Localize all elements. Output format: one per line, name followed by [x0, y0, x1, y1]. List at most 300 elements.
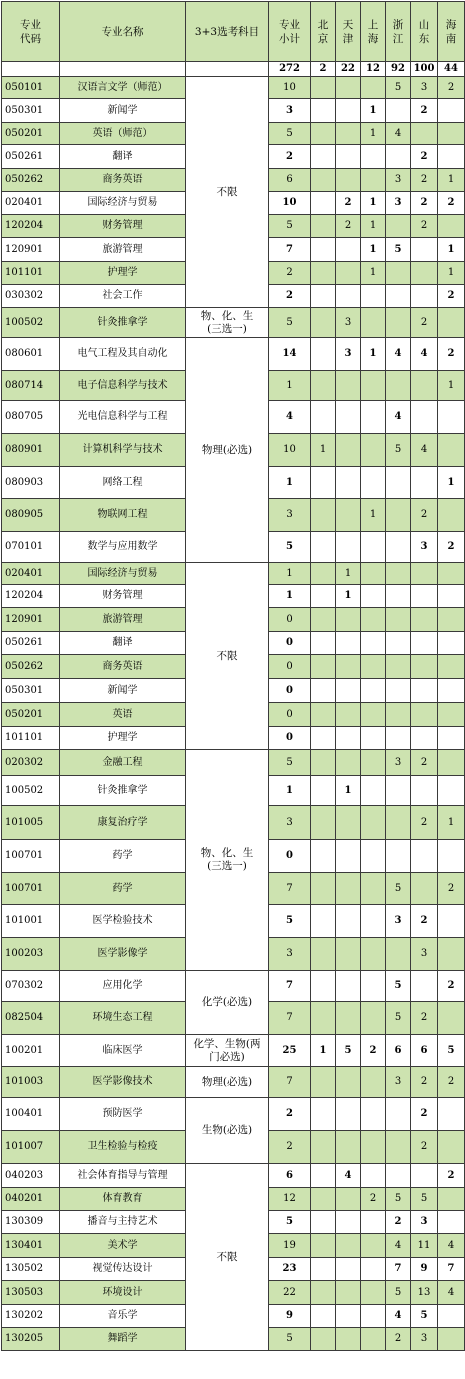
major-name: 医学检验技术 [60, 905, 186, 938]
quota-shandong [411, 703, 438, 727]
quota-beijing [311, 1281, 336, 1305]
quota-beijing [311, 308, 336, 338]
quota-tianjin [336, 1098, 361, 1131]
quota-zhejiang: 3 [386, 169, 411, 192]
quota-hainan [438, 215, 465, 238]
quota-beijing [311, 1305, 336, 1328]
major-code: 080714 [2, 371, 60, 401]
major-name: 预防医学 [60, 1098, 186, 1131]
quota-shandong: 4 [411, 434, 438, 467]
quota-hainan: 2 [438, 971, 465, 1002]
quota-hainan [438, 145, 465, 169]
major-total: 12 [269, 1188, 311, 1211]
header-row [2, 2, 465, 62]
quota-hainan: 5 [438, 1035, 465, 1067]
quota-shandong: 5 [411, 1188, 438, 1211]
major-name: 财务管理 [60, 215, 186, 238]
quota-beijing [311, 905, 336, 938]
quota-zhejiang [386, 1131, 411, 1164]
quota-shanghai [361, 1131, 386, 1164]
quota-tianjin [336, 1067, 361, 1098]
totals-blank [186, 62, 269, 77]
major-name: 药学 [60, 873, 186, 905]
quota-zhejiang: 4 [386, 1305, 411, 1328]
quota-shandong [411, 840, 438, 873]
quota-shanghai [361, 1258, 386, 1281]
quota-shanghai: 1 [361, 338, 386, 371]
quota-beijing [311, 585, 336, 608]
quota-hainan: 1 [438, 806, 465, 840]
major-code: 100201 [2, 1035, 60, 1067]
major-name: 新闻学 [60, 99, 186, 123]
major-total: 23 [269, 1258, 311, 1281]
quota-hainan: 2 [438, 873, 465, 905]
quota-hainan: 1 [438, 262, 465, 285]
quota-tianjin [336, 938, 361, 971]
quota-zhejiang: 5 [386, 1002, 411, 1035]
quota-tianjin [336, 608, 361, 632]
major-code: 040203 [2, 1164, 60, 1188]
quota-tianjin [336, 467, 361, 499]
major-name: 翻译 [60, 632, 186, 655]
major-code: 130205 [2, 1328, 60, 1351]
quota-zhejiang [386, 938, 411, 971]
major-code: 070101 [2, 532, 60, 563]
quota-hainan [438, 1098, 465, 1131]
major-name: 商务英语 [60, 655, 186, 679]
quota-shanghai [361, 1281, 386, 1305]
quota-zhejiang: 3 [386, 1067, 411, 1098]
major-code: 050261 [2, 145, 60, 169]
quota-tianjin [336, 434, 361, 467]
quota-beijing [311, 1211, 336, 1234]
quota-tianjin [336, 532, 361, 563]
totals-tianjin: 22 [336, 62, 361, 77]
major-code: 020302 [2, 750, 60, 776]
quota-tianjin [336, 727, 361, 750]
quota-beijing [311, 169, 336, 192]
quota-shandong: 11 [411, 1234, 438, 1258]
major-name: 卫生检验与检疫 [60, 1131, 186, 1164]
quota-tianjin [336, 169, 361, 192]
quota-tianjin [336, 703, 361, 727]
quota-beijing [311, 873, 336, 905]
major-code: 100701 [2, 840, 60, 873]
quota-beijing [311, 401, 336, 434]
quota-tianjin [336, 806, 361, 840]
quota-shandong: 5 [411, 1305, 438, 1328]
quota-zhejiang [386, 608, 411, 632]
major-total: 10 [269, 77, 311, 99]
major-code: 101003 [2, 1067, 60, 1098]
quota-zhejiang [386, 499, 411, 532]
major-code: 100502 [2, 776, 60, 806]
major-total: 0 [269, 632, 311, 655]
major-total: 5 [269, 905, 311, 938]
quota-tianjin [336, 750, 361, 776]
table-row [2, 77, 465, 99]
quota-tianjin [336, 145, 361, 169]
quota-shanghai [361, 401, 386, 434]
header-province-hainan: 海 南 [438, 2, 465, 62]
major-name: 新闻学 [60, 679, 186, 703]
quota-hainan [438, 679, 465, 703]
quota-tianjin [336, 1211, 361, 1234]
major-name: 网络工程 [60, 467, 186, 499]
table-row [2, 1098, 465, 1131]
header-province-beijing: 北 京 [311, 2, 336, 62]
quota-tianjin: 2 [336, 192, 361, 215]
quota-tianjin [336, 1328, 361, 1351]
major-total: 6 [269, 169, 311, 192]
header-province-tianjin: 天 津 [336, 2, 361, 62]
quota-shandong: 3 [411, 1211, 438, 1234]
quota-tianjin [336, 1131, 361, 1164]
quota-beijing [311, 806, 336, 840]
quota-beijing [311, 655, 336, 679]
quota-tianjin [336, 238, 361, 262]
quota-shandong [411, 262, 438, 285]
quota-zhejiang: 3 [386, 750, 411, 776]
header-province-shanghai: 上 海 [361, 2, 386, 62]
major-total: 0 [269, 727, 311, 750]
major-code: 050301 [2, 679, 60, 703]
major-name: 旅游管理 [60, 238, 186, 262]
quota-hainan [438, 1188, 465, 1211]
major-code: 120901 [2, 608, 60, 632]
quota-shandong: 2 [411, 750, 438, 776]
quota-hainan: 2 [438, 1067, 465, 1098]
major-total: 2 [269, 145, 311, 169]
quota-zhejiang: 4 [386, 123, 411, 145]
header-subjects: 3+3选考科目 [186, 2, 269, 62]
subject-requirement [186, 1164, 269, 1351]
quota-zhejiang [386, 1098, 411, 1131]
totals-hainan: 44 [438, 62, 465, 77]
quota-zhejiang [386, 308, 411, 338]
quota-hainan [438, 840, 465, 873]
major-code: 100502 [2, 308, 60, 338]
quota-shanghai [361, 806, 386, 840]
table-row [2, 563, 465, 585]
quota-shandong: 3 [411, 1328, 438, 1351]
quota-tianjin [336, 971, 361, 1002]
quota-hainan [438, 632, 465, 655]
quota-shanghai [361, 608, 386, 632]
quota-tianjin: 4 [336, 1164, 361, 1188]
quota-beijing [311, 1067, 336, 1098]
quota-hainan: 2 [438, 532, 465, 563]
quota-tianjin [336, 123, 361, 145]
quota-shandong [411, 1164, 438, 1188]
major-name: 应用化学 [60, 971, 186, 1002]
quota-beijing [311, 262, 336, 285]
quota-tianjin [336, 1188, 361, 1211]
major-code: 100203 [2, 938, 60, 971]
quota-shandong [411, 563, 438, 585]
quota-beijing [311, 215, 336, 238]
quota-beijing [311, 1234, 336, 1258]
quota-zhejiang: 5 [386, 971, 411, 1002]
quota-tianjin [336, 285, 361, 308]
quota-zhejiang: 6 [386, 1035, 411, 1067]
quota-hainan: 4 [438, 1281, 465, 1305]
quota-beijing [311, 338, 336, 371]
quota-shandong: 2 [411, 169, 438, 192]
major-total: 7 [269, 1067, 311, 1098]
quota-hainan [438, 703, 465, 727]
quota-shandong [411, 123, 438, 145]
major-name: 医学影像学 [60, 938, 186, 971]
quota-zhejiang [386, 585, 411, 608]
quota-beijing [311, 238, 336, 262]
major-code: 050301 [2, 99, 60, 123]
quota-tianjin [336, 1234, 361, 1258]
quota-zhejiang [386, 806, 411, 840]
quota-shanghai [361, 371, 386, 401]
quota-zhejiang: 2 [386, 1328, 411, 1351]
quota-hainan [438, 1131, 465, 1164]
quota-tianjin [336, 679, 361, 703]
totals-beijing: 2 [311, 62, 336, 77]
major-name: 财务管理 [60, 585, 186, 608]
quota-beijing [311, 1131, 336, 1164]
major-total: 2 [269, 285, 311, 308]
quota-shanghai [361, 1234, 386, 1258]
totals-shandong: 100 [411, 62, 438, 77]
quota-hainan [438, 563, 465, 585]
quota-beijing [311, 285, 336, 308]
quota-shandong: 2 [411, 308, 438, 338]
major-code: 040201 [2, 1188, 60, 1211]
quota-tianjin [336, 499, 361, 532]
major-code: 130202 [2, 1305, 60, 1328]
quota-zhejiang: 2 [386, 1211, 411, 1234]
quota-zhejiang: 5 [386, 77, 411, 99]
quota-beijing [311, 192, 336, 215]
quota-hainan [438, 608, 465, 632]
quota-shanghai [361, 532, 386, 563]
major-code: 050261 [2, 632, 60, 655]
subject-requirement [186, 77, 269, 308]
quota-shanghai: 1 [361, 99, 386, 123]
major-total: 19 [269, 1234, 311, 1258]
subject-requirement-label: 物、化、生 (三选一) [200, 847, 254, 872]
major-total: 0 [269, 703, 311, 727]
quota-tianjin: 1 [336, 776, 361, 806]
quota-shanghai [361, 563, 386, 585]
quota-shanghai [361, 1098, 386, 1131]
quota-beijing [311, 632, 336, 655]
major-total: 9 [269, 1305, 311, 1328]
quota-tianjin [336, 1281, 361, 1305]
major-total: 7 [269, 1002, 311, 1035]
major-total: 22 [269, 1281, 311, 1305]
major-name: 翻译 [60, 145, 186, 169]
quota-hainan [438, 401, 465, 434]
subject-requirement-label: 物理(必选) [201, 1075, 253, 1088]
quota-zhejiang: 7 [386, 1258, 411, 1281]
major-code: 050201 [2, 123, 60, 145]
quota-hainan: 4 [438, 1234, 465, 1258]
quota-shanghai: 2 [361, 1188, 386, 1211]
quota-shanghai [361, 1328, 386, 1351]
table-row [2, 750, 465, 776]
table-body [2, 77, 465, 1351]
quota-beijing [311, 371, 336, 401]
quota-hainan [438, 123, 465, 145]
major-total: 3 [269, 806, 311, 840]
quota-zhejiang [386, 703, 411, 727]
quota-zhejiang: 4 [386, 1234, 411, 1258]
major-code: 050201 [2, 703, 60, 727]
quota-shanghai [361, 655, 386, 679]
major-name: 音乐学 [60, 1305, 186, 1328]
quota-zhejiang: 4 [386, 338, 411, 371]
major-total: 0 [269, 608, 311, 632]
major-code: 101101 [2, 262, 60, 285]
quota-hainan [438, 434, 465, 467]
quota-tianjin: 3 [336, 338, 361, 371]
major-name: 临床医学 [60, 1035, 186, 1067]
quota-zhejiang [386, 679, 411, 703]
major-code: 070302 [2, 971, 60, 1002]
quota-tianjin: 5 [336, 1035, 361, 1067]
major-code: 080705 [2, 401, 60, 434]
major-total: 5 [269, 1211, 311, 1234]
quota-shandong [411, 873, 438, 905]
quota-tianjin [336, 905, 361, 938]
major-code: 100401 [2, 1098, 60, 1131]
subject-requirement [186, 308, 269, 338]
quota-zhejiang: 5 [386, 238, 411, 262]
major-name: 社会工作 [60, 285, 186, 308]
quota-hainan [438, 1305, 465, 1328]
subject-requirement [186, 338, 269, 563]
quota-hainan [438, 750, 465, 776]
quota-shandong: 3 [411, 938, 438, 971]
table-row [2, 308, 465, 338]
major-total: 0 [269, 840, 311, 873]
quota-zhejiang [386, 1164, 411, 1188]
quota-hainan [438, 499, 465, 532]
quota-shanghai: 1 [361, 123, 386, 145]
quota-shandong: 2 [411, 806, 438, 840]
table-row [2, 971, 465, 1002]
major-total: 3 [269, 99, 311, 123]
major-name: 体育教育 [60, 1188, 186, 1211]
quota-shandong [411, 585, 438, 608]
quota-hainan [438, 308, 465, 338]
quota-zhejiang [386, 285, 411, 308]
quota-zhejiang [386, 840, 411, 873]
quota-beijing [311, 145, 336, 169]
major-name: 康复治疗学 [60, 806, 186, 840]
major-code: 050101 [2, 77, 60, 99]
quota-shandong [411, 727, 438, 750]
major-name: 物联网工程 [60, 499, 186, 532]
major-total: 25 [269, 1035, 311, 1067]
quota-zhejiang: 5 [386, 434, 411, 467]
quota-shandong: 2 [411, 1067, 438, 1098]
major-code: 120204 [2, 215, 60, 238]
quota-shanghai [361, 285, 386, 308]
quota-hainan [438, 727, 465, 750]
major-name: 国际经济与贸易 [60, 192, 186, 215]
quota-tianjin [336, 262, 361, 285]
major-code: 080905 [2, 499, 60, 532]
quota-hainan [438, 905, 465, 938]
quota-shanghai [361, 585, 386, 608]
quota-zhejiang [386, 655, 411, 679]
major-name: 旅游管理 [60, 608, 186, 632]
quota-shandong [411, 632, 438, 655]
quota-shanghai [361, 145, 386, 169]
major-name: 针灸推拿学 [60, 308, 186, 338]
quota-zhejiang [386, 532, 411, 563]
quota-shanghai [361, 727, 386, 750]
quota-shandong: 2 [411, 99, 438, 123]
major-code: 080901 [2, 434, 60, 467]
totals-overall: 272 [269, 62, 311, 77]
quota-shanghai: 1 [361, 238, 386, 262]
quota-shanghai [361, 905, 386, 938]
major-total: 1 [269, 371, 311, 401]
quota-beijing [311, 703, 336, 727]
subject-requirement [186, 1098, 269, 1164]
major-code: 020401 [2, 192, 60, 215]
quota-tianjin: 3 [336, 308, 361, 338]
quota-tianjin [336, 655, 361, 679]
major-name: 电子信息科学与技术 [60, 371, 186, 401]
quota-zhejiang [386, 563, 411, 585]
quota-shanghai [361, 169, 386, 192]
major-total: 1 [269, 563, 311, 585]
table-row [2, 1164, 465, 1188]
major-code: 080903 [2, 467, 60, 499]
major-total: 5 [269, 308, 311, 338]
quota-zhejiang [386, 776, 411, 806]
major-name: 英语 [60, 703, 186, 727]
quota-tianjin [336, 371, 361, 401]
quota-shanghai [361, 1002, 386, 1035]
major-name: 汉语言文学（师范） [60, 77, 186, 99]
quota-zhejiang [386, 262, 411, 285]
quota-shandong [411, 608, 438, 632]
quota-beijing [311, 563, 336, 585]
quota-zhejiang [386, 371, 411, 401]
quota-shanghai [361, 308, 386, 338]
quota-shanghai [361, 938, 386, 971]
quota-zhejiang [386, 99, 411, 123]
major-total: 4 [269, 401, 311, 434]
subject-requirement [186, 971, 269, 1035]
quota-hainan [438, 655, 465, 679]
quota-shanghai [361, 1164, 386, 1188]
subject-requirement-label: 化学(必选) [201, 996, 253, 1008]
major-name: 环境设计 [60, 1281, 186, 1305]
major-total: 10 [269, 434, 311, 467]
quota-tianjin: 2 [336, 215, 361, 238]
major-code: 101007 [2, 1131, 60, 1164]
quota-shandong [411, 679, 438, 703]
quota-shanghai [361, 750, 386, 776]
major-code: 101001 [2, 905, 60, 938]
major-code: 050262 [2, 169, 60, 192]
totals-blank [60, 62, 186, 77]
quota-beijing [311, 1002, 336, 1035]
quota-tianjin [336, 401, 361, 434]
